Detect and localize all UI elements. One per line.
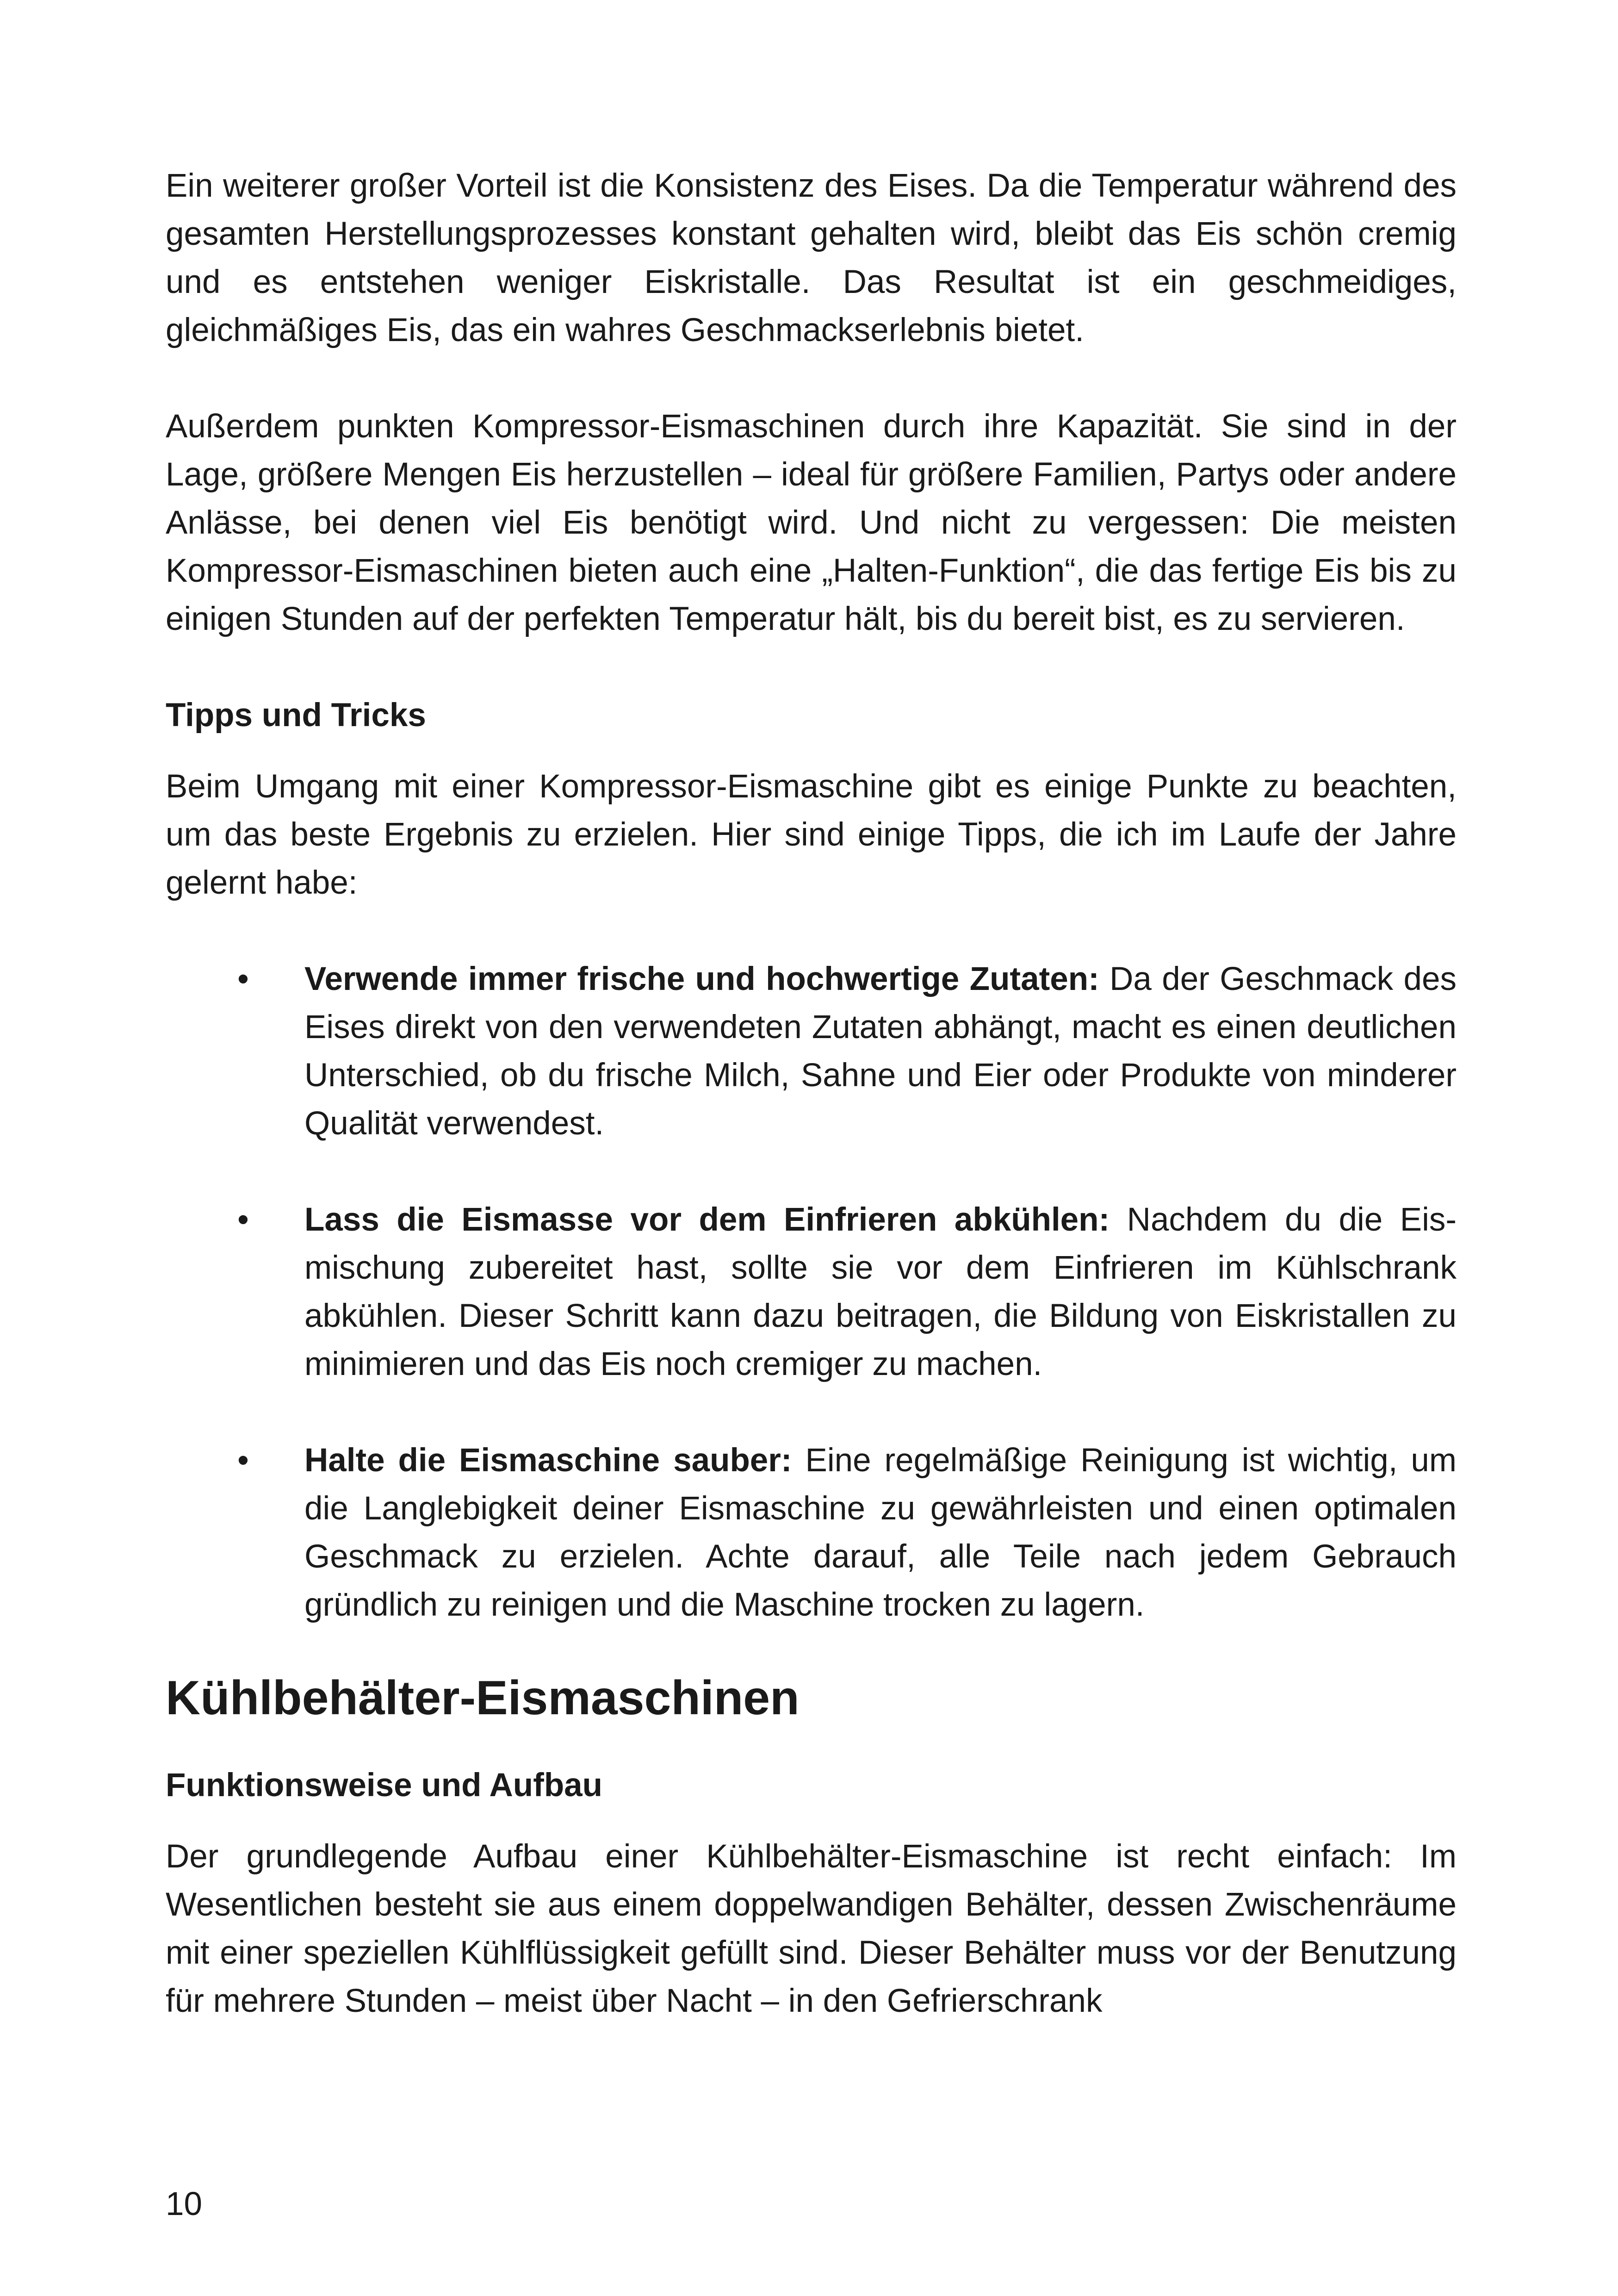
tips-intro-paragraph: Beim Umgang mit einer Kompressor-Eismaschine gibt es einige Punkte zu beachten, um das beste Ergebnis zu erzielen. Hier sind einige Tipps, die ich im Laufe der Jahre gelernt habe: <box>166 768 1457 901</box>
list-item-body: Nachdem du die Eismischung zubereitet hast, sollte sie vor dem Einfrieren im Kühlschrank abkühlen. Dieser Schritt kann dazu beitragen, die Bildung von Eiskristallen zu minimieren und das Eis noch cremiger zu machen. <box>304 1201 1457 1382</box>
list-item-body: Da der Geschmack des Eises direkt von den verwendeten Zutaten abhängt, macht es einen deutlichen Unterschied, ob du frische Milch, Sahne und Eier oder Produkte von minderer Qualität verwendest. <box>304 961 1457 1142</box>
subheading-function: Funktionsweise und Aufbau <box>166 1767 603 1804</box>
subheading-tips: Tipps und Tricks <box>166 697 426 734</box>
section-heading: Kühlbehälter-Eismaschinen <box>166 1671 800 1725</box>
list-item-body: Eine regelmäßige Reinigung ist wichtig, um die Langlebigkeit deiner Eismaschine zu gewährleisten und einen optimalen Geschmack zu erzielen. Achte darauf, alle Teile nach jedem Gebrauch gründlich zu reinigen und die Maschine trocken zu lagern. <box>304 1442 1457 1623</box>
list-item <box>166 1437 1457 1629</box>
list-item-text <box>304 1437 1457 1629</box>
list-item-text <box>304 955 1457 1148</box>
bullet-icon: • <box>237 1201 249 1238</box>
bullet-icon: • <box>237 961 249 997</box>
list-item <box>166 955 1457 1148</box>
list-item-text <box>304 1196 1457 1388</box>
body-paragraph: Der grundlegende Aufbau einer Kühlbehälter-Eismaschine ist recht einfach: Im Wesentlichen besteht sie aus einem doppelwandigen Behälter, dessen Zwischenräume mit einer speziellen Kühlflüssigkeit gefüllt sind. Dieser Behälter muss vor der Benutzung für mehrere Stunden – meist über Nacht – in den Gefrierschrank <box>166 1838 1457 2019</box>
list-item-title: Lass die Eismasse vor dem Einfrieren abkühlen: <box>304 1201 1110 1238</box>
bullet-icon: • <box>237 1442 249 1479</box>
tips-list <box>166 955 1457 1629</box>
page-number: 10 <box>166 2186 202 2222</box>
list-item <box>166 1196 1457 1388</box>
list-item-title: Verwende immer frische und hochwertige Zutaten: <box>304 961 1099 997</box>
body-paragraph: Außerdem punkten Kompressor-Eismaschinen durch ihre Kapazität. Sie sind in der Lage, größere Mengen Eis herzustellen – ideal für größere Familien, Partys oder andere Anlässe, bei denen viel Eis benötigt wird. Und nicht zu vergessen: Die meisten Kompressor-Eismaschinen bieten auch eine „Halten-Funktion“, die das fertige Eis bis zu einigen Stunden auf der perfekten Temperatur hält, bis du bereit bist, es zu servieren. <box>166 408 1457 637</box>
body-paragraph: Ein weiterer großer Vorteil ist die Konsistenz des Eises. Da die Temperatur während des gesamten Herstellungsprozesses konstant gehalten wird, bleibt das Eis schön cremig und es entstehen weniger Eiskristalle. Das Resultat ist ein geschmeidiges, gleichmäßiges Eis, das ein wahres Geschmackserlebnis bietet. <box>166 168 1457 348</box>
page-content <box>166 162 1457 2025</box>
list-item-title: Halte die Eismaschine sauber: <box>304 1442 792 1479</box>
